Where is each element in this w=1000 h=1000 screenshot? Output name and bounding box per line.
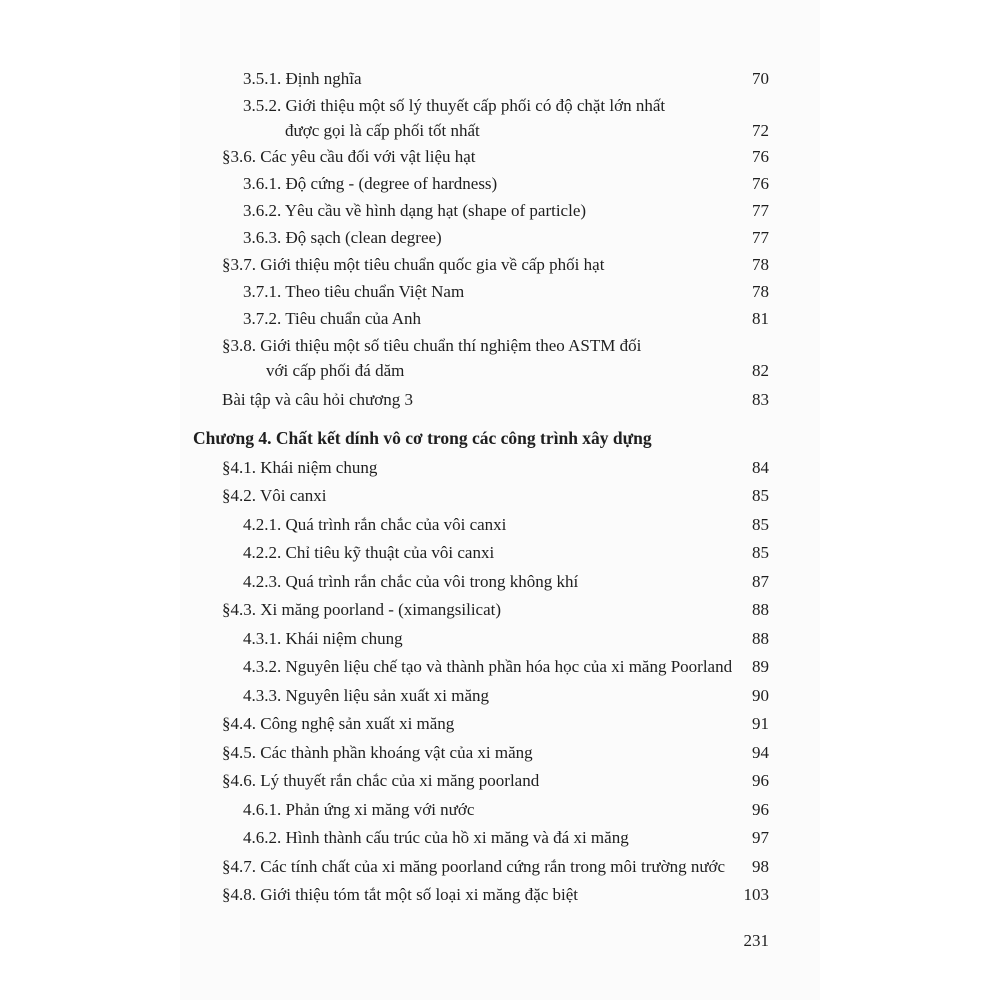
toc-entry-title: 4.3.2. Nguyên liệu chế tạo và thành phần hóa học của xi măng Poorland (243, 657, 733, 676)
toc-entry-title: §4.4. Công nghệ sản xuất xi măng (222, 714, 455, 733)
toc-entry-title: §4.8. Giới thiệu tóm tắt một số loại xi măng đặc biệt (222, 885, 579, 904)
toc-entry-page: 83 (752, 390, 769, 409)
page-number: 231 (743, 931, 769, 950)
toc-entry-page: 98 (752, 857, 769, 876)
toc-entry-page: 85 (752, 515, 769, 534)
toc-entry-title: Bài tập và câu hỏi chương 3 (222, 390, 413, 409)
toc-entry-page: 94 (752, 743, 769, 762)
toc-entry-page: 76 (752, 147, 769, 166)
toc-entry-page: 103 (743, 885, 769, 904)
chapter-title: Chương 4. Chất kết dính vô cơ trong các công trình xây dựng (193, 428, 652, 448)
toc-entry-page: 78 (752, 282, 769, 301)
toc-entry-title: 4.2.3. Quá trình rắn chắc của vôi trong không khí (243, 572, 579, 591)
toc-entry-page: 91 (752, 714, 769, 733)
toc-entry-title: 3.6.3. Độ sạch (clean degree) (243, 228, 442, 247)
toc-entry-title: 4.3.3. Nguyên liệu sản xuất xi măng (243, 686, 489, 705)
toc-entry-page: 70 (752, 69, 769, 88)
toc-entry-page: 85 (752, 486, 769, 505)
toc-entry-page: 81 (752, 309, 769, 328)
toc-entry-title: §3.6. Các yêu cầu đối với vật liệu hạt (222, 147, 476, 166)
toc-entry-page: 77 (752, 201, 769, 220)
toc-entry-page: 88 (752, 629, 769, 648)
toc-entry-page: 97 (752, 828, 769, 847)
toc-entry-title: §4.1. Khái niệm chung (222, 458, 378, 477)
toc-entry-title: §3.8. Giới thiệu một số tiêu chuẩn thí nghiệm theo ASTM đối (222, 336, 642, 355)
toc-entry-title: 3.6.2. Yêu cầu về hình dạng hạt (shape of particle) (243, 201, 587, 220)
toc-entry-page: 96 (752, 771, 769, 790)
toc-entry-title: 4.2.2. Chỉ tiêu kỹ thuật của vôi canxi (243, 543, 495, 562)
toc-entry-page: 87 (752, 572, 769, 591)
toc-entry-title: 3.6.1. Độ cứng - (degree of hardness) (243, 174, 498, 193)
toc-entry-page: 90 (752, 686, 769, 705)
toc-entry-title: 4.2.1. Quá trình rắn chắc của vôi canxi (243, 515, 507, 534)
toc-entry-title: §4.5. Các thành phần khoáng vật của xi măng (222, 743, 533, 762)
toc-entry-page: 76 (752, 174, 769, 193)
toc-entry-page: 84 (752, 458, 769, 477)
toc-entry-title-continued: được gọi là cấp phối tốt nhất (285, 121, 480, 140)
toc-entry-page: 89 (752, 657, 769, 676)
toc-entry-title: 3.7.2. Tiêu chuẩn của Anh (243, 309, 422, 328)
toc-entry-title: §4.3. Xi măng poorland - (ximangsilicat) (222, 600, 502, 619)
toc-entry-page: 82 (752, 361, 769, 380)
toc-entry-title: 4.6.1. Phản ứng xi măng với nước (243, 800, 475, 819)
toc-entry-title-continued: với cấp phối đá dăm (266, 361, 405, 380)
toc-entry-title: §4.7. Các tính chất của xi măng poorland cứng rắn trong môi trường nước (222, 857, 726, 876)
toc-entry-title: 3.5.2. Giới thiệu một số lý thuyết cấp phối có độ chặt lớn nhất (243, 96, 666, 115)
toc-entry-page: 96 (752, 800, 769, 819)
toc-entry-page: 78 (752, 255, 769, 274)
toc-entry-page: 72 (752, 121, 769, 140)
toc-entry-title: §4.6. Lý thuyết rắn chắc của xi măng poorland (222, 771, 540, 790)
toc-entry-page: 85 (752, 543, 769, 562)
toc-entry-title: §3.7. Giới thiệu một tiêu chuẩn quốc gia về cấp phối hạt (222, 255, 605, 274)
toc-entry-title: 4.3.1. Khái niệm chung (243, 629, 403, 648)
toc-entry-title: §4.2. Vôi canxi (222, 486, 327, 505)
toc-entry-title: 3.7.1. Theo tiêu chuẩn Việt Nam (243, 282, 465, 301)
toc-entry-page: 77 (752, 228, 769, 247)
toc-entry-page: 88 (752, 600, 769, 619)
toc-entry-title: 3.5.1. Định nghĩa (243, 69, 362, 88)
toc-entry-title: 4.6.2. Hình thành cấu trúc của hồ xi măng và đá xi măng (243, 828, 629, 847)
